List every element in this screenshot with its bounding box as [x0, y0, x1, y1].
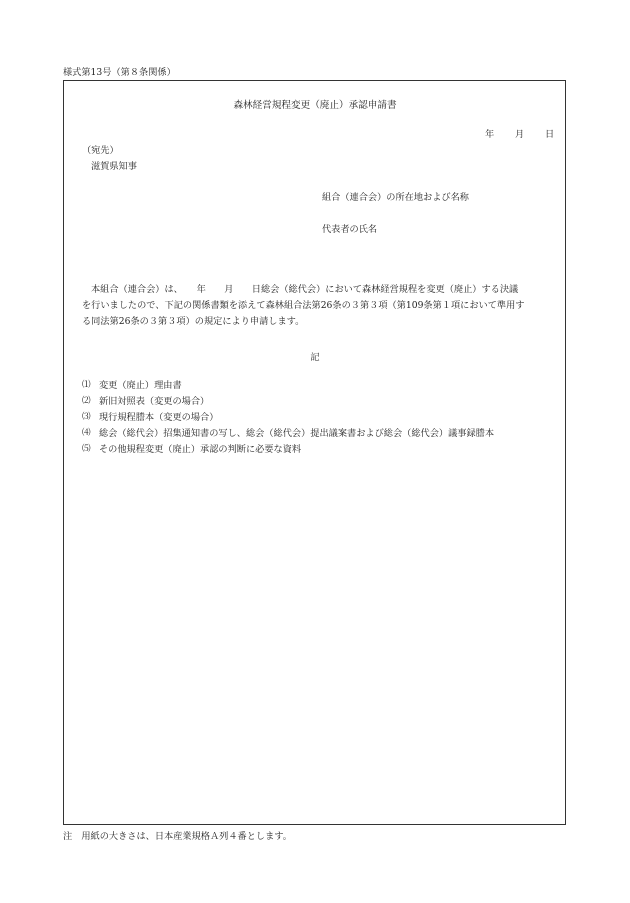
body-text-line: 本組合（連合会）は、 年 月 日総会（総代会）において森林経営規程を変更（廃止）する決議	[91, 284, 519, 295]
list-item: 現行規程謄本（変更の場合）	[99, 412, 219, 423]
form-number: 様式第13号（第８条関係）	[63, 67, 176, 78]
list-item-number: ⑵	[82, 396, 91, 406]
addressee-label: （宛先）	[82, 145, 119, 156]
body-text-line: を行いましたので、下記の関係書類を添えて森林組合法第26条の３第３項（第109条第１項において準用す	[82, 300, 525, 311]
footnote: 注 用紙の大きさは、日本産業規格Ａ列４番とします。	[63, 831, 292, 842]
body-text-line: る同法第26条の３第３項）の規定により申請します。	[82, 316, 305, 327]
date-day-label: 日	[545, 129, 555, 140]
list-item: 変更（廃止）理由書	[99, 380, 182, 391]
applicant-address-label: 組合（連合会）の所在地および名称	[322, 192, 469, 203]
list-item: 総会（総代会）招集通知書の写し、総会（総代会）提出議案書および総会（総代会）議事録謄本	[99, 428, 495, 439]
date-year-label: 年	[485, 129, 495, 140]
list-item-number: ⑶	[82, 412, 91, 422]
addressee-name: 滋賀県知事	[91, 161, 137, 172]
list-item: 新旧対照表（変更の場合）	[99, 396, 210, 407]
document-title: 森林経営規程変更（廃止）承認申請書	[233, 100, 397, 111]
list-item: その他規程変更（廃止）承認の判断に必要な資料	[99, 444, 302, 455]
representative-name-label: 代表者の氏名	[322, 224, 378, 235]
date-month-label: 月	[515, 129, 525, 140]
list-item-number: ⑴	[82, 380, 91, 390]
ki-heading: 記	[310, 352, 320, 363]
list-item-number: ⑸	[82, 444, 91, 454]
list-item-number: ⑷	[82, 428, 91, 438]
